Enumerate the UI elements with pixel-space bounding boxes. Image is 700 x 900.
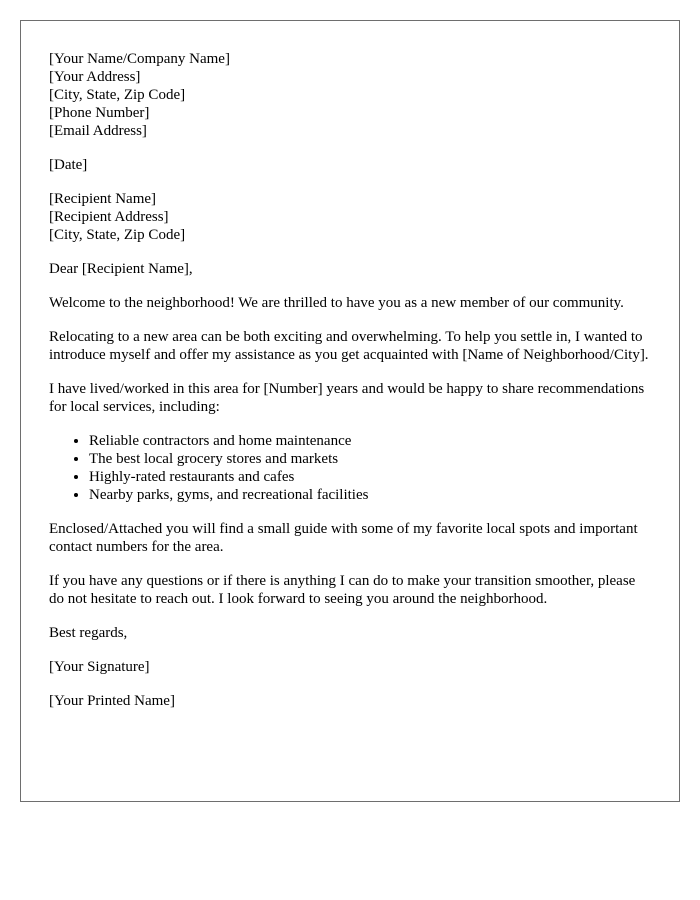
paragraph-welcome: Welcome to the neighborhood! We are thrilled to have you as a new member of our community.: [49, 295, 624, 311]
list-item: • Reliable contractors and home maintenance: [89, 432, 649, 450]
services-list: [49, 432, 649, 504]
paragraph-introduction: Relocating to a new area can be both exciting and overwhelming. To help you settle in, I wanted to introduce myself and offer my assistance as you get acquainted with [Name of Neighborhood/City].: [49, 329, 649, 363]
sender-block: [49, 50, 649, 140]
sender-phone: [Phone Number]: [49, 105, 150, 121]
letter-page: [20, 20, 680, 802]
paragraph-recommendations: I have lived/worked in this area for [Number] years and would be happy to share recommendations for local services, including:: [49, 381, 645, 415]
closing: Best regards,: [49, 625, 128, 641]
letter-date: [Date]: [49, 157, 88, 173]
sender-address: [Your Address]: [49, 69, 141, 85]
salutation: Dear [Recipient Name],: [49, 261, 193, 277]
recipient-city-state-zip: [City, State, Zip Code]: [49, 227, 186, 243]
signature: [Your Signature]: [49, 659, 150, 675]
list-item: • The best local grocery stores and markets: [89, 450, 649, 468]
paragraph-closing-remarks: If you have any questions or if there is anything I can do to make your transition smoother, please do not hesitate to reach out. I look forward to seeing you around the neighborhood.: [49, 573, 636, 607]
recipient-name: [Recipient Name]: [49, 191, 157, 207]
list-item: • Highly-rated restaurants and cafes: [89, 468, 649, 486]
printed-name: [Your Printed Name]: [49, 693, 175, 709]
paragraph-enclosed-guide: Enclosed/Attached you will find a small guide with some of my favorite local spots and important contact numbers for the area.: [49, 521, 638, 555]
sender-name: [Your Name/Company Name]: [49, 51, 230, 67]
recipient-address: [Recipient Address]: [49, 209, 169, 225]
list-item: • Nearby parks, gyms, and recreational facilities: [89, 486, 649, 504]
date-block: [49, 156, 649, 174]
recipient-block: [49, 190, 649, 244]
sender-city-state-zip: [City, State, Zip Code]: [49, 87, 186, 103]
sender-email: [Email Address]: [49, 123, 147, 139]
